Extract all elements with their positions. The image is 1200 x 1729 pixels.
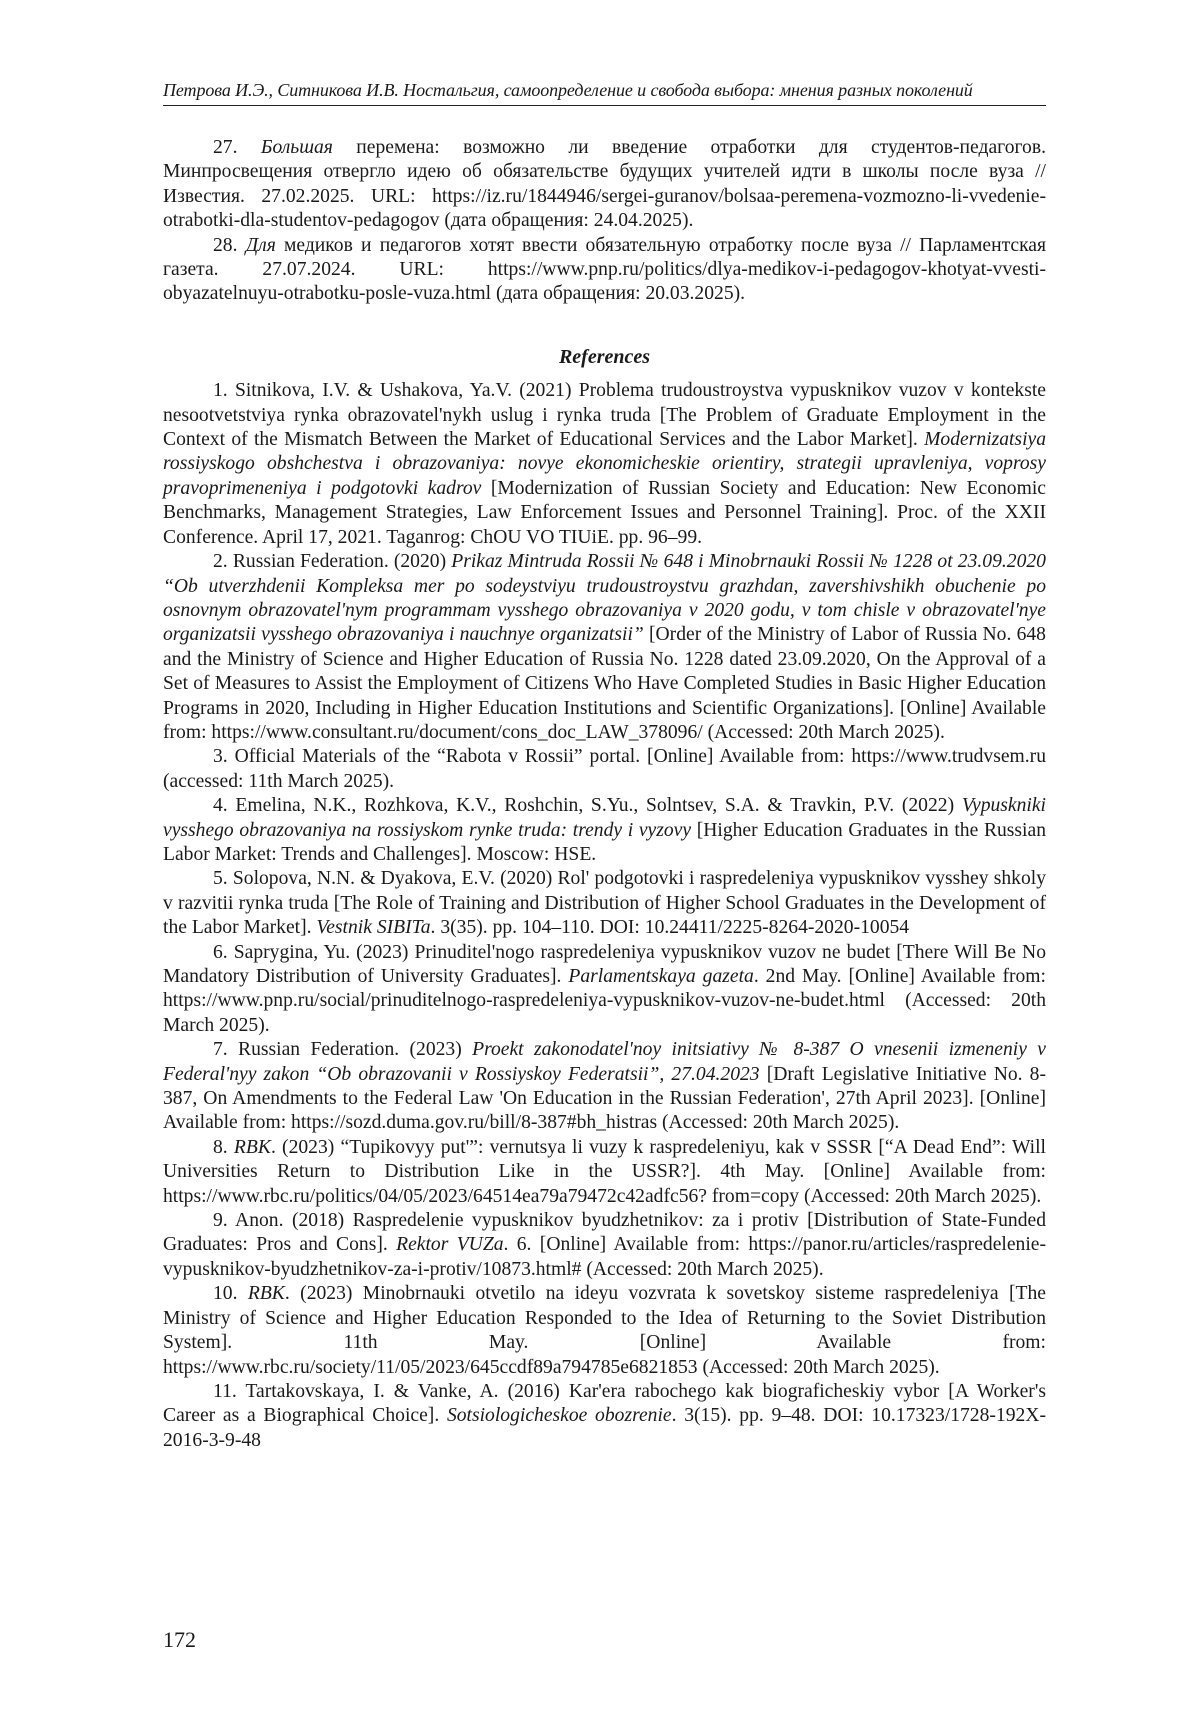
- note-28: [163, 234, 1046, 307]
- ref-text: 6. Saprygina, Yu. (2023) Prinuditel'nogo raspredeleniya vypusknikov vuzov ne budet [There Will Be No Mandatory Distribution of University Graduates].: [163, 941, 1046, 987]
- ref-text-after: . (2023) Minobrnauki otvetilo na ideyu vozvrata k sovetskoy sisteme raspredeleniya [The Ministry of Science and Higher Education Responded to the Idea of Returning to the Soviet Distribution System]. 11th May. [Online] Available from: https://www.rbc.ru/society/11/05/2023/645ccdf89a794785e6821853 (Accessed: 20th March 2025).: [163, 1283, 1046, 1378]
- ref-text-after: [Order of the Ministry of Labor of Russia No. 648 and the Ministry of Science and Higher Education of Russia No. 1228 dated 23.09.2020, On the Approval of a Set of Measures to Assist the Employment of Citizens Who Have Completed Studies in Basic Higher Education Programs in 2020, Including in Higher Education Institutions and Scientific Organizations]. [Online] Available from: https://www.consultant.ru/document/cons_doc_LAW_378096/ (Accessed: 20th March 2025).: [163, 624, 1046, 743]
- ref-italic: Modernizatsiya rossiyskogo obshchestva i obrazovaniya: novye ekonomicheskie orientiry, strategii upravleniya, voprosy pravoprimeneniya i podgotovki kadrov: [163, 429, 1046, 499]
- ref-text-after: . 2nd May. [Online] Available from: https://www.pnp.ru/social/prinuditelnogo-raspredeleniya-vypusknikov-vuzov-ne-budet.html (Accessed: 20th March 2025).: [163, 966, 1046, 1036]
- page-number: 172: [163, 1627, 196, 1652]
- reference-item-8: [163, 1136, 1046, 1209]
- ref-text: 11. Tartakovskaya, I. & Vanke, A. (2016) Kar'era rabochego kak biograficheskiy vybor [A Worker's Career as a Biographical Choice].: [163, 1380, 1046, 1427]
- ref-text: 7. Russian Federation. (2023): [213, 1039, 473, 1061]
- note-number: 28.: [213, 234, 238, 256]
- references-list: [163, 379, 1046, 1453]
- ref-text-after: . 3(15). pp. 9–48. DOI: 10.17323/1728-192X-2016-3-9-48: [163, 1405, 1046, 1451]
- ref-text-after: [Draft Legislative Initiative No. 8-387, On Amendments to the Federal Law 'On Education in the Russian Federation', 27th April 2023]. [Online] Available from: https://sozd.duma.gov.ru/bill/8-387#bh_histras (Accessed: 20th March 2025).: [163, 1063, 1047, 1134]
- reference-item-5: [163, 867, 1046, 940]
- ref-text: 8.: [213, 1136, 234, 1158]
- reference-item-3: [163, 745, 1046, 794]
- reference-item-1: [163, 379, 1046, 550]
- ref-text-after: . 6. [Online] Available from: https://panor.ru/articles/raspredelenie-vypusknikov-byudzhetnikov-za-i-protiv/10873.html# (Accessed: 20th March 2025).: [163, 1234, 1046, 1280]
- note-text: перемена: возможно ли введение отработки для студентов-педагогов. Минпросвещения отвергло идею об обязательстве будущих учителей идти в школы после вуза // Известия. 27.02.2025. URL: https://iz.ru/1844946/sergei-guranov/bolsaa-peremena-vozmozno-li-vvedenie-otrabotki-dla-studentov-pedagogov (дата обращения: 24.04.2025).: [163, 137, 1046, 232]
- ref-italic: RBK: [233, 1136, 271, 1158]
- running-header: [163, 80, 1046, 106]
- note-italic: Для: [245, 234, 276, 256]
- page-content: [163, 136, 1046, 1453]
- ref-italic: Sotsiologicheskoe obozrenie: [446, 1405, 672, 1427]
- reference-item-11: [163, 1380, 1046, 1453]
- reference-item-7: [163, 1038, 1046, 1136]
- reference-item-4: [163, 794, 1046, 867]
- ref-text-after: [Higher Education Graduates in the Russian Labor Market: Trends and Challenges]. Moscow: HSE.: [163, 819, 1046, 865]
- ref-italic: Rektor VUZa: [396, 1234, 504, 1256]
- references-heading: References: [558, 345, 651, 368]
- ref-text-after: . 3(35). pp. 104–110. DOI: 10.24411/2225-8264-2020-10054: [430, 917, 910, 939]
- ref-italic: Parlamentskaya gazeta: [568, 966, 754, 987]
- note-number: 27.: [213, 137, 238, 158]
- ref-italic: Prikaz Mintruda Rossii № 648 i Minobrnauki Rossii № 1228 ot 23.09.2020 “Ob utverzhdenii Kompleksa mer po sodeystviyu trudoustroystvu grazhdan, zavershivshikh obuchenie po osnovnym obrazovatel'nym programmam vysshego obrazovaniya v 2020 godu, v tom chisle v obrazovatel'nye organizatsii vysshego obrazovaniya i nauchnye organizatsii”: [163, 551, 1046, 646]
- note-27: [163, 136, 1046, 234]
- ref-italic: Vestnik SIBITa: [316, 917, 431, 939]
- reference-item-10: [163, 1282, 1046, 1380]
- running-title: Петрова И.Э., Ситникова И.В. Ностальгия, самоопределение и свобода выбора: мнения разных поколений: [163, 80, 973, 100]
- ref-text: 2. Russian Federation. (2020): [213, 551, 452, 573]
- reference-item-6: [163, 941, 1046, 1039]
- ref-italic: Vypuskniki vysshego obrazovaniya na rossiyskom rynke truda: trendy i vyzovy: [163, 795, 1046, 841]
- ref-text: 4. Emelina, N.K., Rozhkova, K.V., Roshchin, S.Yu., Solntsev, S.A. & Travkin, P.V. (2022): [213, 795, 962, 817]
- ref-text: 1. Sitnikova, I.V. & Ushakova, Ya.V. (2021) Problema trudoustroystva vypusknikov vuzov v kontekste nesootvetstviya rynka obrazovatel'nykh uslug i rynka truda [The Problem of Graduate Employment in the Context of the Mismatch Between the Market of Educational Services and the Labor Market].: [163, 380, 1046, 451]
- reference-item-2: [163, 550, 1046, 745]
- ref-text-after: [Modernization of Russian Society and Education: New Economic Benchmarks, Management Strategies, Law Enforcement Issues and Personnel Training]. Proc. of the XXII Conference. April 17, 2021. Taganrog: ChOU VO TIUiE. pp. 96–99.: [163, 477, 1046, 548]
- ref-text-after: . (2023) “Tupikovyy put'”: vernutsya li vuzy k raspredeleniyu, kak v SSSR [“A Dead End”: Will Universities Return to Distribution Like in the USSR?]. 4th May. [Online] Available from: https://www.rbc.ru/politics/04/05/2023/64514ea79a79472c42adfc56? from=copy (Accessed: 20th March 2025).: [163, 1136, 1047, 1207]
- ref-italic: RBK: [247, 1283, 285, 1305]
- russian-notes: [163, 136, 1046, 307]
- note-italic: Большая: [260, 137, 333, 158]
- note-text: медиков и педагогов хотят ввести обязательную отработку после вуза // Парламентская газета. 27.07.2024. URL: https://www.pnp.ru/politics/dlya-medikov-i-pedagogov-khotyat-vvesti-obyazatelnuyu-otrabotku-posle-vuza.html (дата обращения: 20.03.2025).: [163, 234, 1047, 305]
- ref-italic: Proekt zakonodatel'noy initsiativy № 8-387 O vnesenii izmeneniy v Federal'nyy zakon “Ob obrazovanii v Rossiyskoy Federatsii”, 27.04.2023: [163, 1039, 1046, 1085]
- ref-text: 10.: [213, 1283, 248, 1305]
- ref-text: 3. Official Materials of the “Rabota v Rossii” portal. [Online] Available from: https://www.trudvsem.ru (accessed: 11th March 2025).: [163, 746, 1046, 792]
- reference-item-9: [163, 1209, 1046, 1282]
- ref-text: 9. Anon. (2018) Raspredelenie vypusknikov byudzhetnikov: za i protiv [Distribution of State-Funded Graduates: Pros and Cons].: [163, 1210, 1046, 1256]
- ref-text: 5. Solopova, N.N. & Dyakova, E.V. (2020) Rol' podgotovki i raspredeleniya vypusknikov vysshey shkoly v razvitii rynka truda [The Role of Training and Distribution of Higher School Graduates in the Development of the Labor Market].: [163, 868, 1046, 939]
